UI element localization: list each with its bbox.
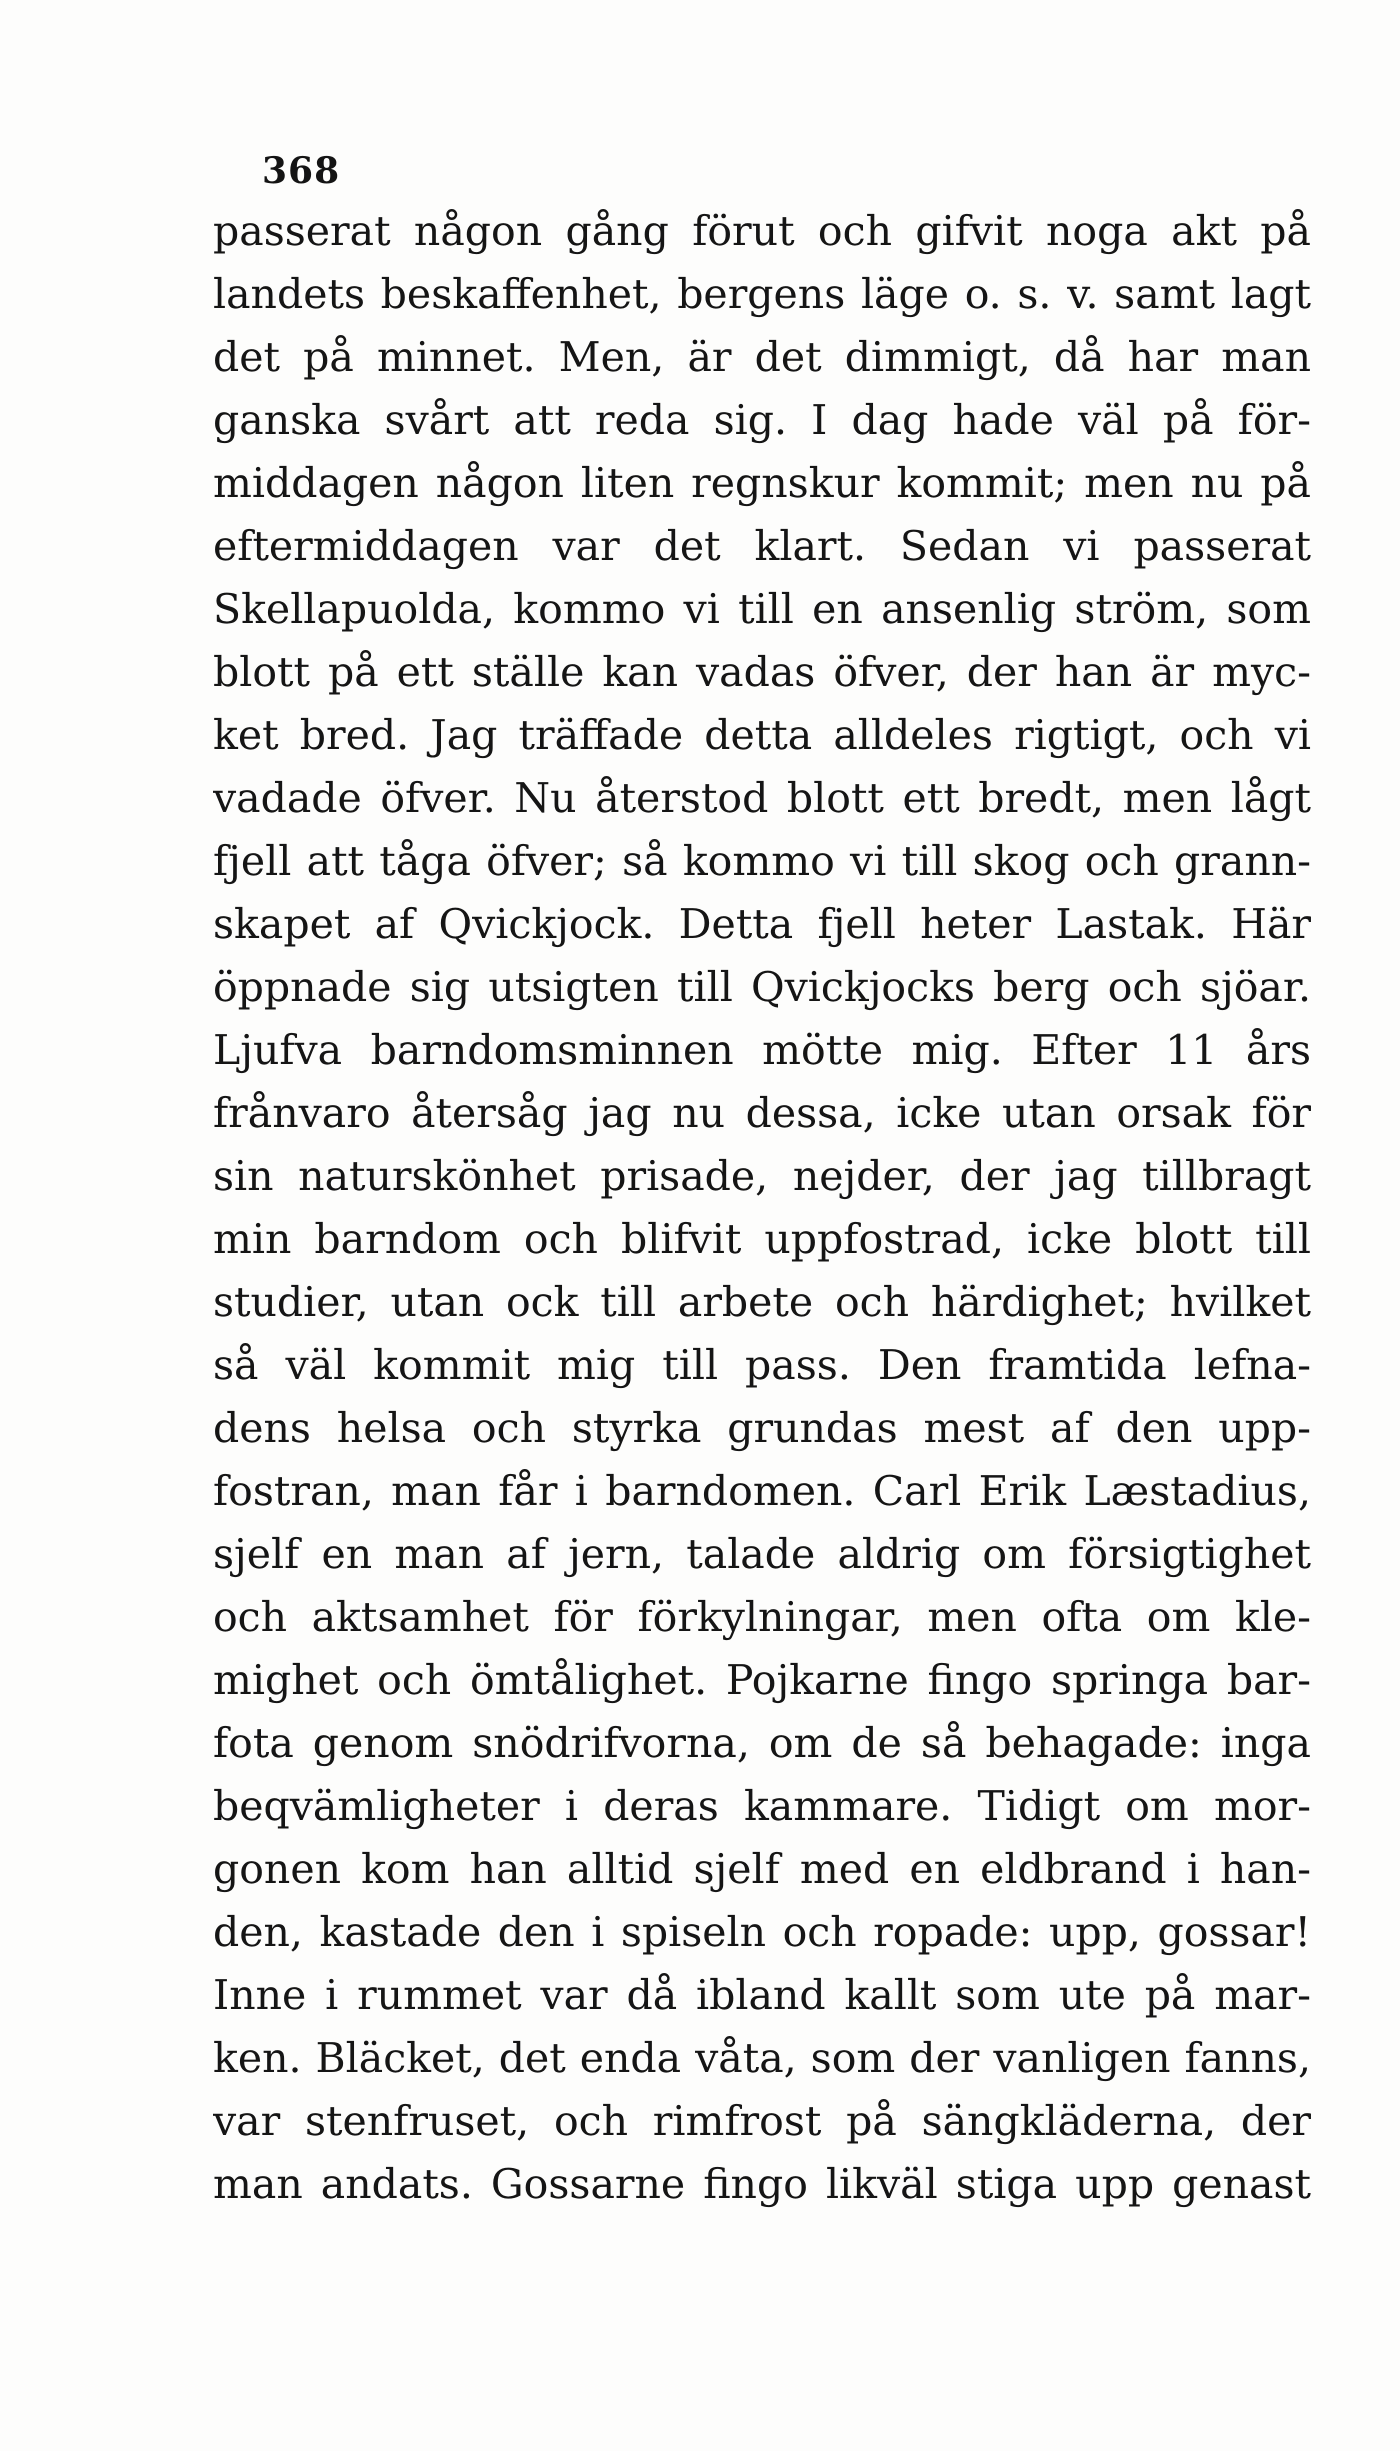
text-line: ganska svårt att reda sig. I dag hade väl på för- [213, 396, 1311, 444]
text-line: Inne i rummet var då ibland kallt som ute på mar- [213, 1971, 1311, 2019]
text-line: landets beskaffenhet, bergens läge o. s. v. samt lagt [213, 270, 1311, 318]
text-line: min barndom och blifvit uppfostrad, icke blott till [213, 1215, 1311, 1263]
text-line: passerat någon gång förut och gifvit noga akt på [213, 207, 1311, 255]
text-line: ken. Bläcket, det enda våta, som der vanligen fanns, [213, 2034, 1311, 2082]
text-line: sjelf en man af jern, talade aldrig om försigtighet [213, 1530, 1311, 1578]
text-line: dens helsa och styrka grundas mest af den upp- [213, 1404, 1311, 1452]
text-line: studier, utan ock till arbete och härdighet; hvilket [213, 1278, 1311, 1326]
text-line: man andats. Gossarne fingo likväl stiga upp genast [213, 2160, 1311, 2208]
text-line: var stenfruset, och rimfrost på sängkläderna, der [213, 2097, 1311, 2145]
body-text [213, 200, 1311, 2216]
text-line: fostran, man får i barndomen. Carl Erik Læstadius, [213, 1467, 1311, 1515]
text-line: fjell att tåga öfver; så kommo vi till skog och grann- [213, 837, 1311, 885]
text-line: middagen någon liten regnskur kommit; men nu på [213, 459, 1311, 507]
page-number: 368 [262, 150, 341, 192]
text-line: Ljufva barndomsminnen mötte mig. Efter 11 års [213, 1026, 1311, 1074]
text-line: blott på ett ställe kan vadas öfver, der han är myc- [213, 648, 1311, 696]
text-line: mighet och ömtålighet. Pojkarne fingo springa bar- [213, 1656, 1311, 1704]
text-line: så väl kommit mig till pass. Den framtida lefna- [213, 1341, 1311, 1389]
text-line: skapet af Qvickjock. Detta fjell heter Lastak. Här [213, 900, 1311, 948]
text-line: sin naturskönhet prisade, nejder, der jag tillbragt [213, 1152, 1311, 1200]
text-line: eftermiddagen var det klart. Sedan vi passerat [213, 522, 1311, 570]
text-line: ket bred. Jag träffade detta alldeles rigtigt, och vi [213, 711, 1311, 759]
text-line: frånvaro återsåg jag nu dessa, icke utan orsak för [213, 1089, 1311, 1137]
text-line: Skellapuolda, kommo vi till en ansenlig ström, som [213, 585, 1311, 633]
text-line: och aktsamhet för förkylningar, men ofta om kle- [213, 1593, 1311, 1641]
text-line: beqvämligheter i deras kammare. Tidigt om mor- [213, 1782, 1311, 1830]
text-line: vadade öfver. Nu återstod blott ett bredt, men lågt [213, 774, 1311, 822]
text-line: fota genom snödrifvorna, om de så behagade: inga [213, 1719, 1311, 1767]
text-line: den, kastade den i spiseln och ropade: upp, gossar! [213, 1908, 1311, 1956]
text-line: det på minnet. Men, är det dimmigt, då har man [213, 333, 1311, 381]
text-line: öppnade sig utsigten till Qvickjocks berg och sjöar. [213, 963, 1311, 1011]
text-line: gonen kom han alltid sjelf med en eldbrand i han- [213, 1845, 1311, 1893]
